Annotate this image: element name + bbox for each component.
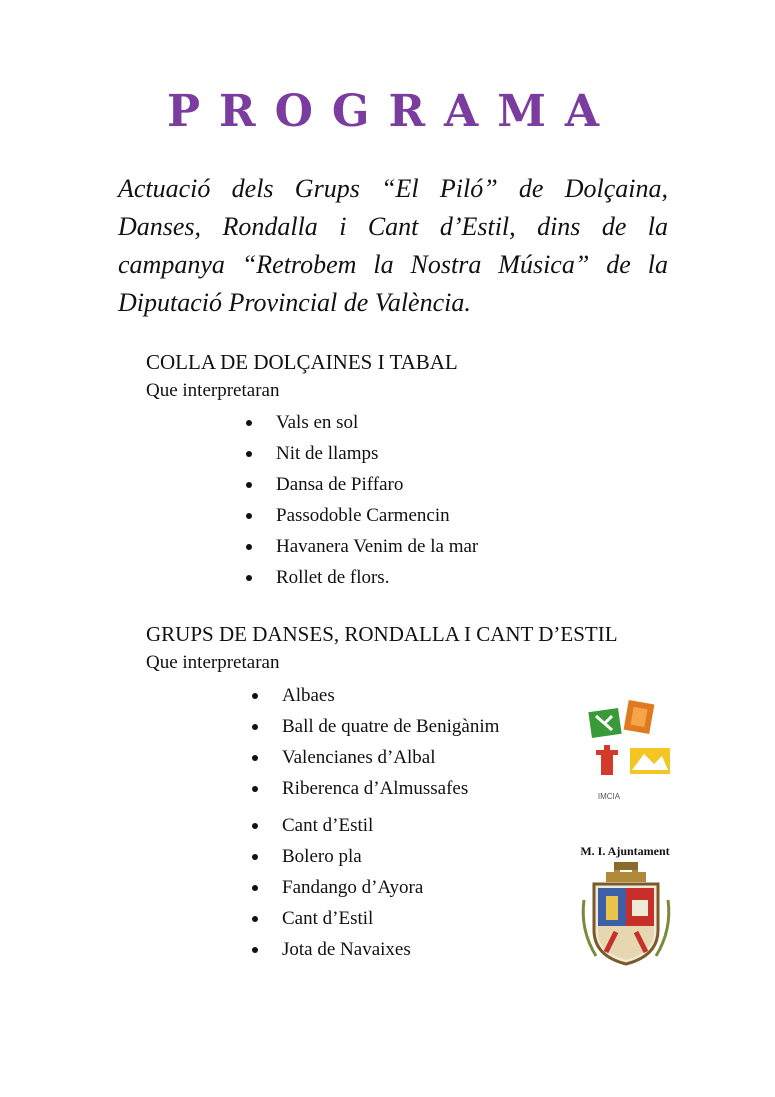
list-item: Vals en sol <box>246 407 478 438</box>
section-heading-danses: GRUPS DE DANSES, RONDALLA I CANT D’ESTIL <box>146 622 618 646</box>
list-item: Riberenca d’Almussafes <box>252 773 499 804</box>
list-item: Ball de quatre de Benigànim <box>252 711 499 742</box>
list-item: Dansa de Piffaro <box>246 469 478 500</box>
program-list-dolcaines <box>246 407 478 593</box>
list-item: Bolero pla <box>252 841 499 872</box>
coat-of-arms-icon <box>576 860 676 970</box>
intro-paragraph: Actuació dels Grups “El Piló” de Dolçaina, Danses, Rondalla i Cant d’Estil, dins de la campanya “Retrobem la Nostra Música” de la Diputació Provincial de València. <box>118 174 668 317</box>
list-item: Havanera Venim de la mar <box>246 531 478 562</box>
section-heading-dolcaines: COLLA DE DOLÇAINES I TABAL <box>146 350 458 374</box>
imcia-logo-icon <box>582 690 682 800</box>
section-subheading-dolcaines: Que interpretaran <box>146 380 280 401</box>
list-item: Cant d’Estil <box>252 903 499 934</box>
list-item: Albaes <box>252 680 499 711</box>
list-item: Jota de Navaixes <box>252 934 499 965</box>
list-item: Nit de llamps <box>246 438 478 469</box>
list-item: Passodoble Carmencin <box>246 500 478 531</box>
ajuntament-label: M. I. Ajuntament <box>580 844 670 858</box>
imcia-caption: IMCIA <box>597 792 621 801</box>
list-item: Valencianes d’Albal <box>252 742 499 773</box>
section-subheading-danses: Que interpretaran <box>146 652 280 673</box>
program-list-danses <box>252 680 499 965</box>
list-item: Cant d’Estil <box>252 810 499 841</box>
page-title: PROGRAMA <box>166 86 619 137</box>
list-item: Fandango d’Ayora <box>252 872 499 903</box>
list-item: Rollet de flors. <box>246 562 478 593</box>
